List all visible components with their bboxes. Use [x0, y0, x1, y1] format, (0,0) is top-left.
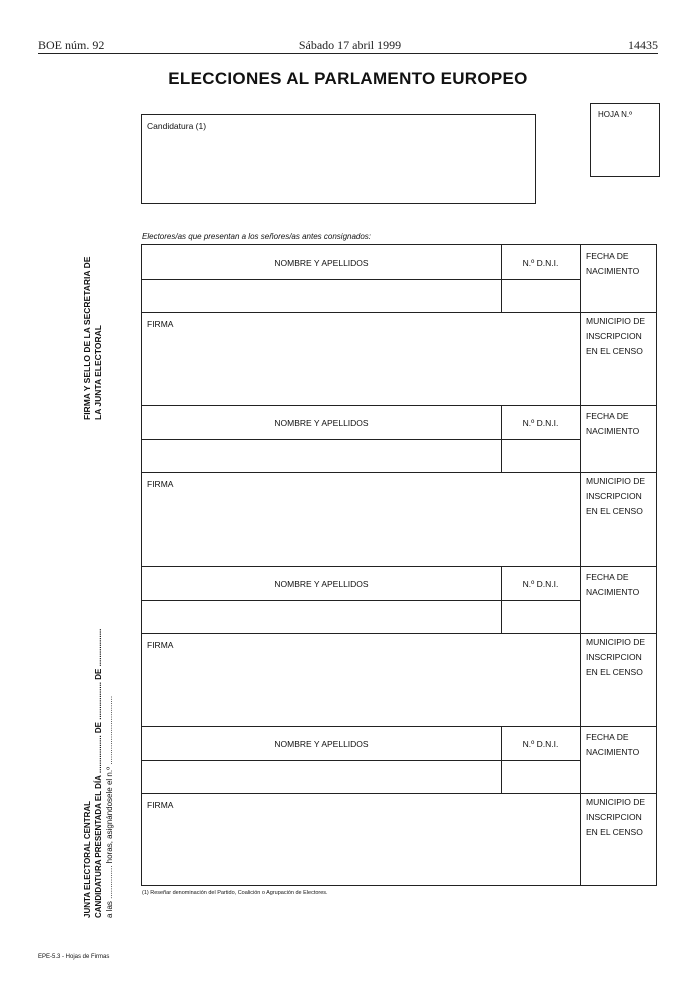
- firma-label: FIRMA: [147, 640, 174, 650]
- dni-input[interactable]: [502, 280, 579, 311]
- fecha-nacimiento-label: FECHA DE NACIMIENTO: [586, 251, 640, 276]
- municipio-label: MUNICIPIO DE INSCRIPCION EN EL CENSO: [586, 476, 646, 516]
- nombre-apellidos-label: NOMBRE Y APELLIDOS: [274, 579, 369, 589]
- municipio-label: MUNICIPIO DE INSCRIPCION EN EL CENSO: [586, 316, 646, 356]
- dni-input[interactable]: [502, 761, 579, 792]
- signatures-table: [141, 244, 657, 886]
- dni-input[interactable]: [502, 440, 579, 471]
- dni-label: N.º D.N.I.: [522, 579, 559, 589]
- firma-label: FIRMA: [147, 319, 174, 329]
- municipio-label: MUNICIPIO DE INSCRIPCION EN EL CENSO: [586, 637, 646, 677]
- nombre-apellidos-label: NOMBRE Y APELLIDOS: [274, 739, 369, 749]
- header-rule: [38, 53, 658, 54]
- dni-label: N.º D.N.I.: [522, 258, 559, 268]
- junta-electoral-central-note: JUNTA ELECTORAL CENTRAL CANDIDATURA PRESENTADA EL DÍA ................. DE ................. DE ................. a las ............... horas, asignándosele el n.º ...............................: [83, 628, 114, 918]
- firma-label: FIRMA: [147, 479, 174, 489]
- municipio-label: MUNICIPIO DE INSCRIPCION EN EL CENSO: [586, 797, 646, 837]
- footnote: (1) Reseñar denominación del Partido, Coalición o Agrupación de Electores.: [142, 890, 328, 896]
- firma-sello-secretaria-label: FIRMA Y SELLO DE LA SECRETARIA DE LA JUNTA ELECTORAL: [82, 256, 103, 420]
- candidatura-label: Candidatura (1): [147, 121, 207, 131]
- header-center: Sábado 17 abril 1999: [298, 38, 402, 52]
- candidatura-field[interactable]: [141, 114, 536, 204]
- page-title: ELECCIONES AL PARLAMENTO EUROPEO: [168, 69, 528, 88]
- firma-area[interactable]: [143, 331, 579, 405]
- dni-input[interactable]: [502, 601, 579, 632]
- nombre-apellidos-label: NOMBRE Y APELLIDOS: [274, 258, 369, 268]
- firma-area[interactable]: [143, 812, 579, 885]
- nombre-input[interactable]: [143, 280, 500, 311]
- header-right: 14435: [628, 38, 658, 52]
- firma-label: FIRMA: [147, 800, 174, 810]
- header-left: BOE núm. 92: [38, 38, 105, 52]
- firma-area[interactable]: [143, 652, 579, 726]
- fecha-nacimiento-label: FECHA DE NACIMIENTO: [586, 572, 640, 597]
- dni-label: N.º D.N.I.: [522, 418, 559, 428]
- hoja-number-field[interactable]: [590, 103, 660, 177]
- fecha-nacimiento-label: FECHA DE NACIMIENTO: [586, 411, 640, 436]
- nombre-input[interactable]: [143, 761, 500, 792]
- hoja-label: HOJA N.º: [598, 110, 633, 119]
- form-code: EPE-5.3 - Hojas de Firmas: [38, 954, 110, 960]
- electores-caption: Electores/as que presentan a los señores/as antes consignados:: [142, 232, 372, 241]
- nombre-input[interactable]: [143, 601, 500, 632]
- firma-area[interactable]: [143, 491, 579, 565]
- fecha-nacimiento-label: FECHA DE NACIMIENTO: [586, 732, 640, 757]
- dni-label: N.º D.N.I.: [522, 739, 559, 749]
- nombre-input[interactable]: [143, 440, 500, 471]
- nombre-apellidos-label: NOMBRE Y APELLIDOS: [274, 418, 369, 428]
